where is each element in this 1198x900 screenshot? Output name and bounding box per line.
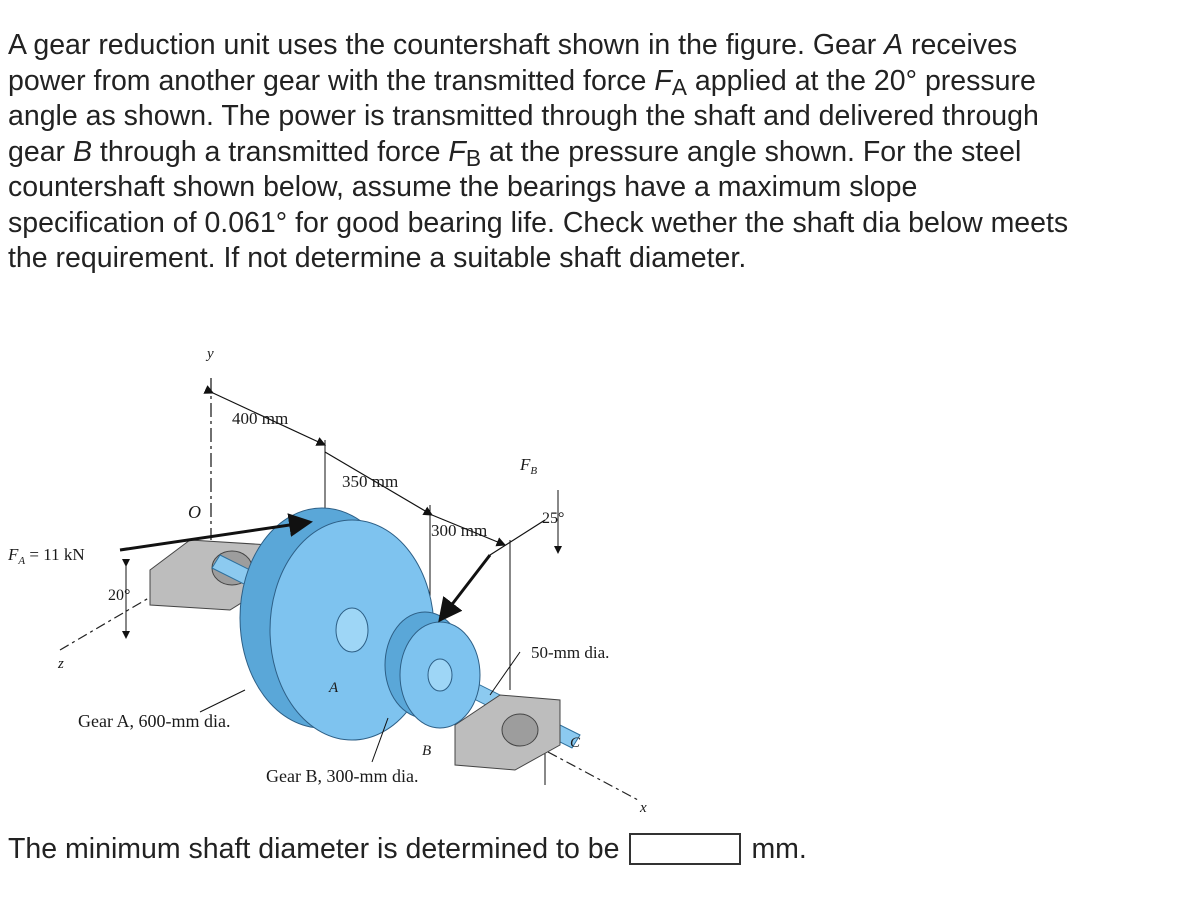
- problem-text: through a transmitted force: [91, 135, 449, 168]
- answer-input[interactable]: [629, 833, 741, 865]
- problem-line-5: [8, 170, 1193, 206]
- force-b-arrow: [440, 555, 490, 620]
- problem-line-2: [8, 64, 1193, 100]
- dimension-400-label: 400 mm: [232, 409, 289, 428]
- problem-statement: [8, 28, 1193, 277]
- problem-text: at the pressure angle shown. For the steel: [481, 135, 1022, 168]
- angle-25-label: 25°: [542, 510, 565, 527]
- y-axis-label: y: [207, 346, 214, 362]
- shaft-dia-label: 50-mm dia.: [531, 643, 610, 662]
- force-b-label: $F_B$: [520, 455, 538, 477]
- force-b-subscript: B: [465, 144, 482, 171]
- force-a-subscript: A: [671, 73, 687, 100]
- gear-a-ref: A: [884, 29, 904, 61]
- problem-text: countershaft shown below, assume the bearings have a maximum slope: [8, 171, 918, 203]
- problem-text: specification of 0.061° for good bearing life. Check wether the shaft dia below meets: [8, 206, 1069, 239]
- force-b-line: [490, 520, 545, 555]
- x-axis-line: [548, 752, 638, 800]
- problem-text: power from another gear with the transmitted force: [8, 64, 655, 97]
- gear-b-label: Gear B, 300-mm dia.: [266, 766, 419, 786]
- problem-text: gear: [8, 135, 73, 168]
- problem-text: the requirement. If not determine a suitable shaft diameter.: [8, 242, 747, 274]
- problem-line-7: [8, 241, 1193, 277]
- dimension-350-label: 350 mm: [342, 472, 399, 491]
- x-axis-label: x: [640, 800, 647, 816]
- z-axis-label: z: [58, 656, 64, 672]
- angle-20-label: 20°: [108, 587, 131, 604]
- answer-row: [8, 826, 807, 872]
- shaft-dia-leader: [490, 652, 520, 695]
- problem-line-3: [8, 99, 1193, 135]
- problem-text: applied at the 20° pressure: [686, 64, 1036, 97]
- problem-text: A gear reduction unit uses the countershaft shown in the figure. Gear: [8, 29, 885, 61]
- gear-a-label: Gear A, 600-mm dia.: [78, 711, 231, 731]
- problem-line-1: [8, 28, 1193, 64]
- gear-a-leader: [200, 690, 245, 712]
- answer-unit: mm.: [751, 832, 807, 865]
- force-a-symbol: F: [654, 64, 672, 97]
- countershaft-figure: [0, 335, 680, 820]
- dimension-300-label: 300 mm: [431, 521, 488, 540]
- gear-a-letter: A: [329, 680, 339, 696]
- origin-label: O: [188, 502, 201, 522]
- force-a-label: $F_A = 11$ kN: [8, 545, 85, 567]
- problem-line-4: [8, 135, 1193, 171]
- problem-text: receives: [903, 29, 1018, 61]
- answer-prompt: The minimum shaft diameter is determined to be: [8, 832, 620, 865]
- gear-b-ref: B: [72, 135, 92, 168]
- force-b-symbol: F: [448, 135, 466, 168]
- gear-b-letter: B: [422, 743, 432, 759]
- problem-line-6: [8, 206, 1193, 242]
- problem-text: angle as shown. The power is transmitted through the shaft and delivered through: [8, 100, 1039, 132]
- bearing-c-letter: C: [570, 735, 581, 751]
